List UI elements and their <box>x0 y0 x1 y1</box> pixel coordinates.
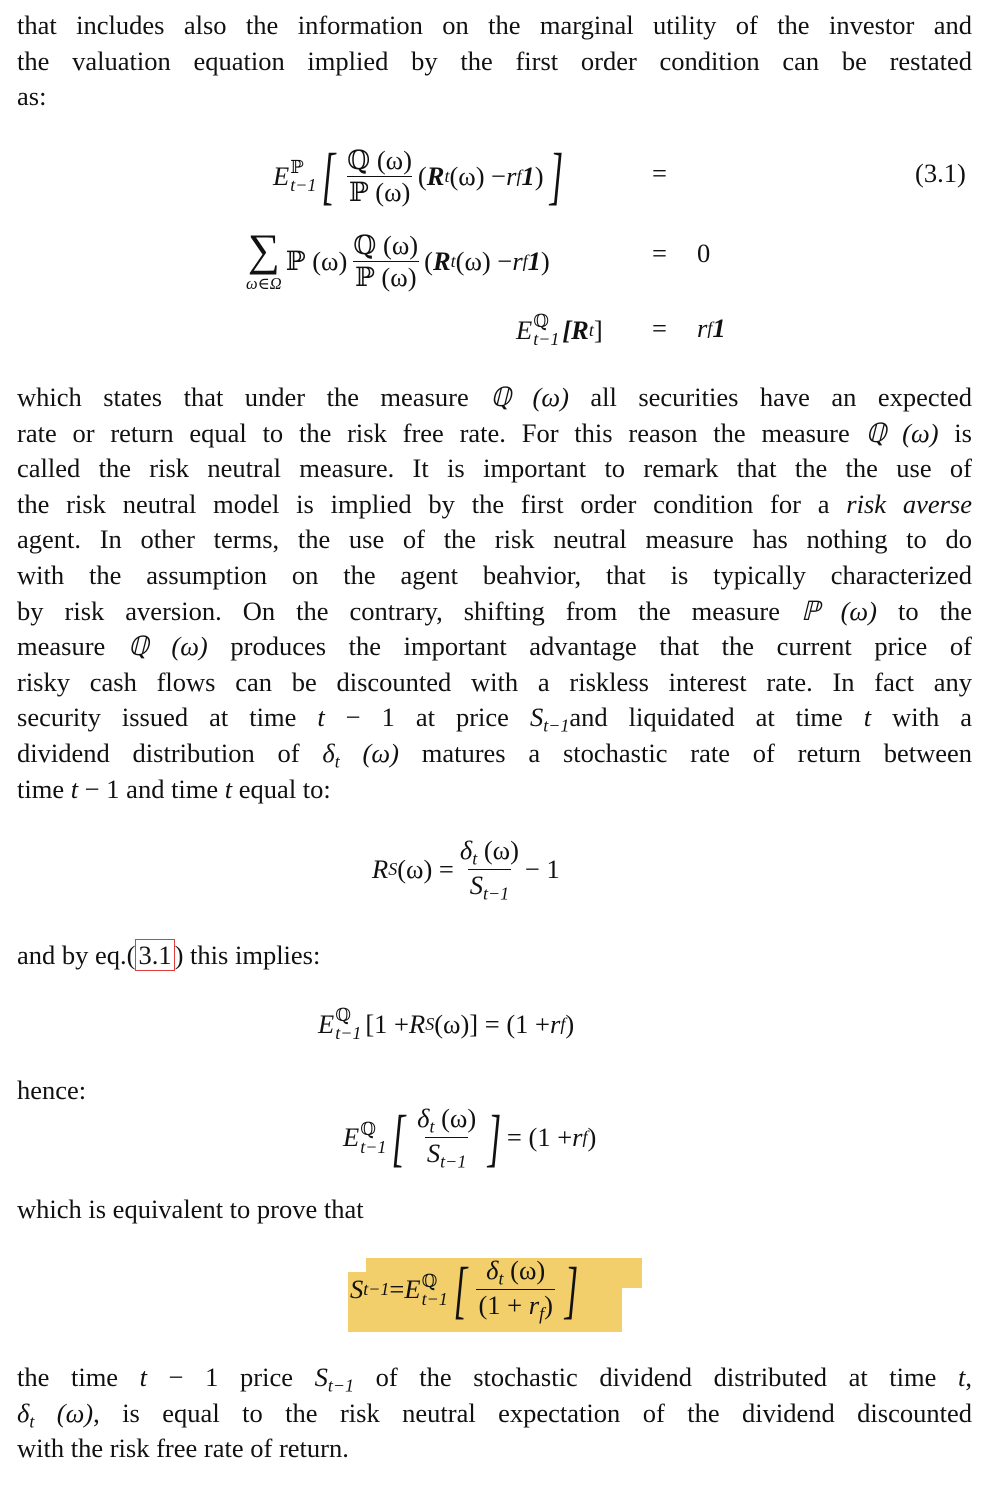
inline-math: t <box>139 1362 148 1392</box>
text: to the <box>876 595 972 626</box>
equation-reference-link[interactable]: 3.1 <box>135 939 174 971</box>
text: as: <box>17 81 47 112</box>
text-line <box>17 735 972 771</box>
inline-math: ℚ (ω) <box>865 417 939 448</box>
inline-math: δ <box>322 738 335 768</box>
text-line <box>17 521 972 557</box>
subscript: t−1 <box>543 715 570 736</box>
text: of the stochastic dividend distributed at time <box>354 1362 959 1392</box>
text: with the risk free rate of return. <box>17 1433 349 1464</box>
inline-math: S <box>529 702 544 733</box>
text: − 1 and time <box>78 773 225 804</box>
text: time <box>17 773 71 804</box>
inline-math: t <box>958 1362 966 1392</box>
inline-math: δ <box>17 1397 30 1428</box>
text: by risk aversion. On the contrary, shifting from the measure <box>17 595 801 626</box>
text: with a <box>871 702 973 733</box>
text: is <box>938 417 972 448</box>
eq31-row3-lhs: E ℚ t−1 [R t ] <box>516 311 603 350</box>
text: the time <box>17 1362 140 1392</box>
equation-price-highlighted: S t−1 = E ℚ t−1 [ $\frac{\delta_t (\omega)}{(1 + r_f)}$ ] <box>350 1253 579 1325</box>
text-line <box>17 593 972 629</box>
text: which is equivalent to prove that <box>17 1194 364 1224</box>
inline-math: (ω) <box>34 1397 94 1428</box>
text-line <box>17 1395 972 1431</box>
text: and liquidated at time <box>569 702 864 733</box>
inline-math: t <box>863 702 872 733</box>
text-line <box>17 43 972 79</box>
text-line <box>17 664 972 700</box>
text: produces the important advantage that the current price of <box>207 631 972 662</box>
text-line <box>17 415 972 451</box>
inline-math: t <box>317 702 325 733</box>
text: , <box>965 1362 973 1392</box>
text: the valuation equation implied by the first order condition can be restated <box>17 45 972 76</box>
equation-expectation: E ℚ t−1 [1 + R S (ω)] = (1 + r f ) <box>318 1005 575 1044</box>
text-line <box>17 557 972 593</box>
text: the risk neutral model is implied by the first order condition for a <box>17 488 847 519</box>
eq31-row3-equals: = <box>652 313 667 343</box>
eq31-row1-equals: = <box>652 158 667 188</box>
text: risky cash flows can be discounted with a riskless interest rate. In fact any <box>17 666 972 697</box>
text-line <box>17 771 972 807</box>
text-line <box>17 450 972 486</box>
inline-math: t <box>70 773 79 804</box>
text-line <box>17 1430 972 1466</box>
text: − 1 at price <box>324 702 530 733</box>
text: rate or return equal to the risk free rate. For this reason the measure <box>17 417 866 448</box>
text: with the assumption on the agent beahvior, that is typically characterized <box>17 560 972 590</box>
inline-math: ℙ (ω) <box>800 595 877 626</box>
text: ( <box>126 940 136 970</box>
text: dividend distribution of <box>17 738 323 768</box>
text-line <box>17 7 972 43</box>
eq31-row2-rhs: 0 <box>697 238 711 268</box>
eq31-row2-equals: = <box>652 238 667 268</box>
text-line <box>17 78 972 114</box>
text: measure <box>17 631 128 662</box>
subscript: t−1 <box>327 1375 354 1396</box>
eq31-row1-lhs: E ℙ t−1 [ $\frac{\text{ℚ (ω)}}{\text{ℙ (ω)}}$ ( R t (ω) − r f 1 ) ] <box>273 140 563 212</box>
inline-math: ℚ (ω) <box>490 382 569 412</box>
equation-dividend-ratio: E ℚ t−1 [ $\frac{\delta_t (\omega)}{S_{t-1}}$ ] = (1 + r f ) <box>343 1101 597 1173</box>
equation-return: R S (ω) = $\frac{\delta_t (\omega)}{S_{t-1}}$ − 1 <box>372 835 560 904</box>
text: − 1 price <box>147 1362 315 1392</box>
text: all securities have an expected <box>568 382 973 412</box>
text-line <box>17 628 972 664</box>
text: agent. In other terms, the use of the risk neutral measure has nothing to do <box>17 524 972 555</box>
subscript: t <box>29 1410 35 1431</box>
inline-math: (ω) <box>339 738 399 768</box>
subscript: t <box>334 751 340 772</box>
text-line <box>17 1191 972 1227</box>
text: hence: <box>17 1075 87 1105</box>
inline-math: ℚ (ω) <box>127 631 208 662</box>
text: called the risk neutral measure. It is important to remark that the the use of <box>17 453 972 484</box>
text: that includes also the information on the marginal utility of the investor and <box>17 10 972 40</box>
text: matures a stochastic rate of return between <box>398 738 972 768</box>
equation-number: (3.1) <box>915 158 966 188</box>
text: and by eq. <box>17 940 127 970</box>
text-line <box>17 379 972 415</box>
eq31-row3-rhs: r f 1 <box>697 313 726 343</box>
inline-math: risk averse <box>846 488 972 519</box>
inline-math: t <box>224 773 233 804</box>
text: which states that under the measure <box>17 382 491 412</box>
text-line <box>17 937 972 973</box>
text: security issued at time <box>17 702 318 733</box>
text-line <box>17 486 972 522</box>
text: , is equal to the risk neutral expectation of the dividend discounted <box>93 1397 972 1428</box>
text: ) this implies: <box>174 940 321 970</box>
text-line <box>17 1359 972 1395</box>
text: equal to: <box>232 773 331 804</box>
text-line <box>17 699 972 735</box>
inline-math: S <box>314 1362 328 1392</box>
eq31-row2-lhs: ∑ ω∈Ω ℙ (ω) $\frac{\text{ℚ (ω)}}{\text{ℙ (ω)}}$ ( R t (ω) − r f 1 ) <box>246 225 550 293</box>
